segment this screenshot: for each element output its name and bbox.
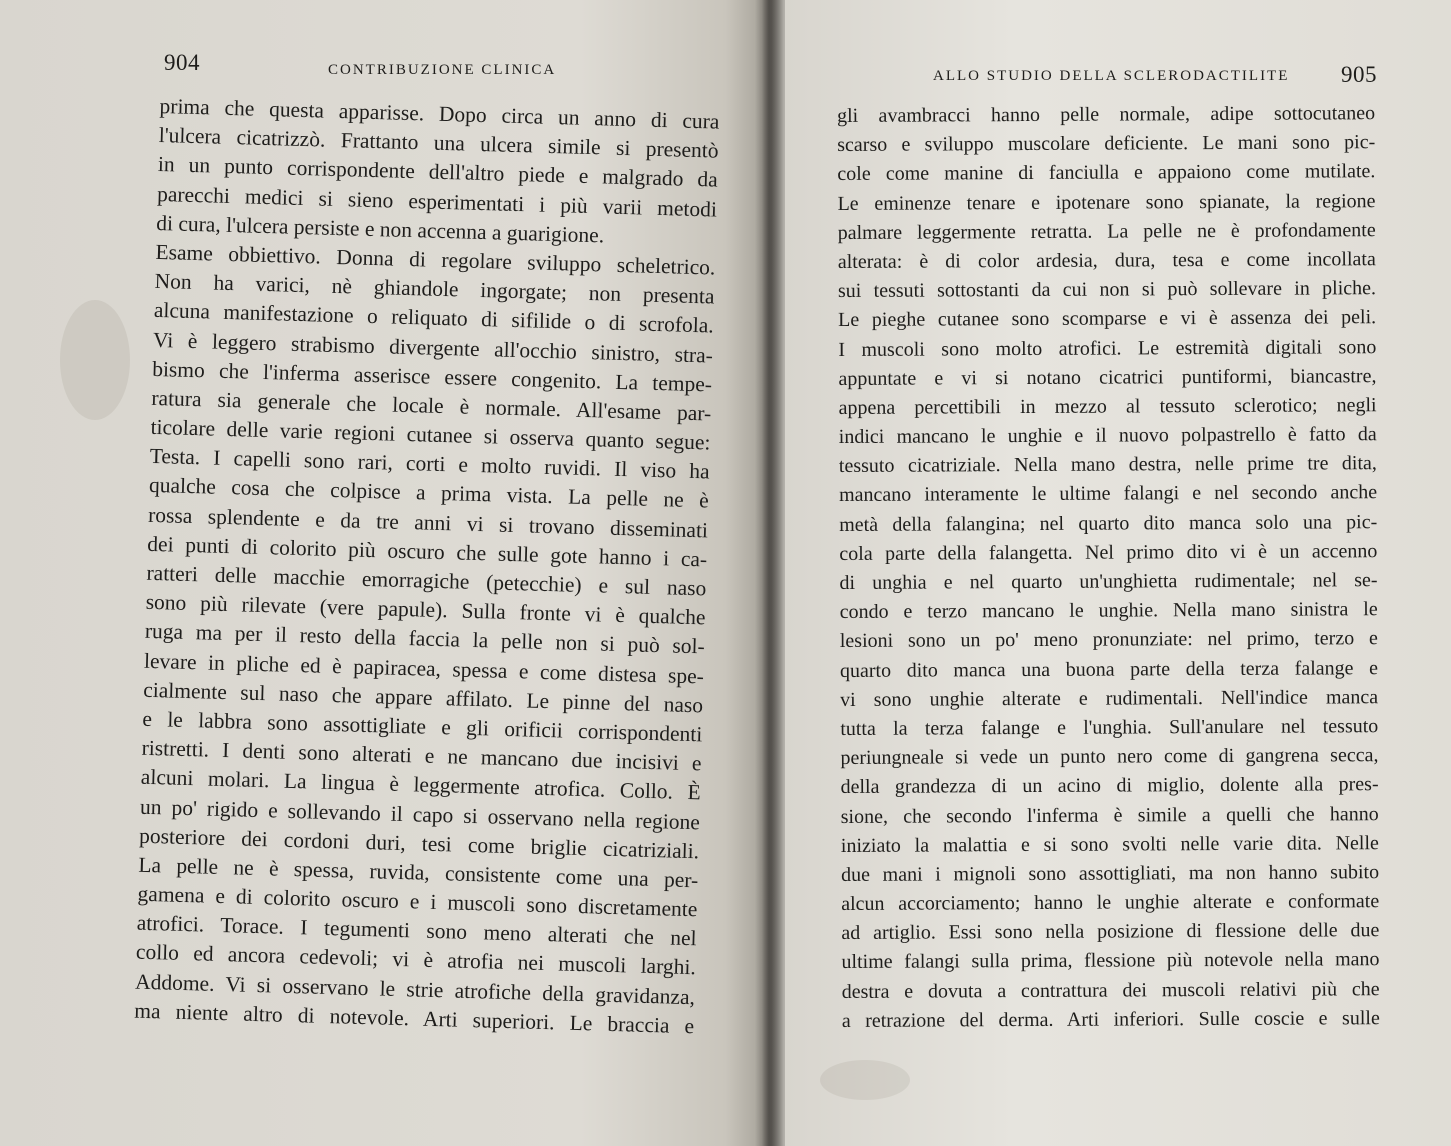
text-line: atrofici. Torace. I tegumenti sono meno alterati che nel — [136, 910, 697, 951]
right-page — [785, 0, 1451, 1146]
running-head-right: ALLO STUDIO DELLA SCLERODACTILITE — [933, 68, 1290, 84]
text-line: rossa splendente e da tre anni vi si trovano disseminati — [147, 502, 709, 543]
text-line: sono più rilevate (vere papule). Sulla fronte vi è qualche — [145, 589, 706, 630]
text-line: ratteri delle macchie emorragiche (petecchie) e sul naso — [146, 560, 707, 601]
text-line: di unghia e nel quarto un'unghietta rudimentale; nel se- — [839, 569, 1378, 594]
text-line: indici mancano le unghie e il nuovo polpastrello è fatto da — [838, 423, 1377, 449]
text-line: lesioni sono un po' meno pronunziate: nel primo, terzo e — [839, 627, 1378, 653]
text-line: alterata: è di color ardesia, dura, tesa e come incollata — [837, 248, 1376, 273]
text-line: periungneale si vede un punto nero come di gangrena secca, — [840, 744, 1379, 770]
text-line: bismo che l'inferma asserisce essere congenito. La tempe- — [151, 356, 713, 397]
text-line: a retrazione del derma. Arti inferiori. Sulle coscie e sulle — [841, 1006, 1380, 1032]
text-line: ultime falangi sulla prima, flessione più notevole nella mano — [841, 948, 1380, 974]
text-line: qualche cosa che colpisce a prima vista. La pelle ne è — [148, 473, 710, 513]
text-line: ticolare delle varie regioni cutanee si osserva quanto segue: — [150, 414, 711, 455]
text-line: metà della falangina; nel quarto dito manca solo una pic- — [839, 510, 1378, 536]
text-line: ma niente altro di notevole. Arti superiori. Le braccia e — [134, 998, 695, 1039]
text-line: gamena e di colorito oscuro e i muscoli sono discretamente — [137, 881, 698, 922]
text-line: quarto dito manca una buona parte della terza falange e — [839, 656, 1379, 682]
text-line: palmare leggermente retratta. La pelle ne è profondamente — [837, 218, 1376, 244]
text-line: I muscoli sono molto atrofici. Le estremità digitali sono — [838, 335, 1377, 361]
text-line: alcuna manifestazione o reliquato di sifilide o di scrofola. — [153, 298, 715, 338]
text-line: cialmente sul naso che appare affilato. Le pinne del naso — [142, 677, 704, 718]
text-line: ristretti. I denti sono alterati e ne mancano due incisivi e — [141, 735, 702, 776]
text-line: dei punti di colorito più oscuro che sulle gote hanno i ca- — [147, 531, 708, 572]
text-line: in un punto corrispondente dell'altro piede e malgrado da — [157, 152, 719, 192]
text-line: cola parte della falangetta. Nel primo dito vi è un accenno — [839, 539, 1378, 565]
text-line: parecchi medici si sieno esperimentati i più varii metodi — [156, 181, 718, 222]
book-gutter — [755, 0, 785, 1146]
text-line: Vi è leggero strabismo divergente all'occhio sinistro, stra- — [152, 327, 714, 368]
text-line: prima che questa apparisse. Dopo circa un anno di cura — [159, 93, 720, 134]
text-line: destra e dovuta a contrattura dei muscoli relativi più che — [841, 977, 1380, 1003]
text-line: due mani i mignoli sono assottigliati, ma non hanno subito — [840, 861, 1380, 886]
text-line: posteriore dei cordoni duri, tesi come briglie cicatriziali. — [138, 823, 700, 864]
text-line: ratura sia generale che locale è normale. All'esame par- — [151, 385, 712, 426]
text-line: collo ed ancora cedevoli; vi è atrofia nei muscoli larghi. — [135, 940, 697, 980]
text-line: della grandezza di un acino di miglio, dolente alla pres- — [840, 773, 1379, 799]
page-number-right: 905 — [1341, 62, 1377, 87]
text-line: alcun accorciamento; hanno le unghie alterate e conformate — [841, 890, 1380, 916]
running-head-left: CONTRIBUZIONE CLINICA — [328, 62, 557, 78]
text-line: Testa. I capelli sono rari, corti e molto ruvidi. Il viso ha — [149, 444, 710, 484]
text-line: mancano interamente le ultime falangi e nel secondo anche — [839, 481, 1378, 507]
text-line: Le pieghe cutanee sono scomparse e vi è assenza dei peli. — [838, 306, 1377, 332]
right-page-body — [837, 99, 1380, 1036]
text-line: sione, che secondo l'inferma è simile a quelli che hanno — [840, 802, 1379, 828]
text-line: cole come manine di fanciulla e appaiono come mutilate. — [837, 160, 1376, 186]
text-line: appuntate e vi si notano cicatrici puntiformi, biancastre, — [838, 364, 1377, 390]
text-line: gli avambracci hanno pelle normale, adipe sottocutaneo — [837, 102, 1376, 127]
text-line: Esame obbiettivo. Donna di regolare sviluppo scheletrico. — [155, 239, 716, 280]
text-line: Non ha varici, nè ghiandole ingorgate; non presenta — [154, 269, 715, 309]
text-line: un po' rigido e sollevando il capo si osservano nella regione — [139, 794, 701, 834]
page-number-left: 904 — [164, 50, 200, 75]
text-line: La pelle ne è spessa, ruvida, consistente come una per- — [138, 852, 699, 893]
text-line: appena percettibili in mezzo al tessuto sclerotico; negli — [838, 394, 1377, 419]
text-line: sui tessuti sottostanti da cui non si può sollevare in pliche. — [837, 277, 1377, 303]
text-line: ad artiglio. Essi sono nella posizione di flessione delle due — [841, 919, 1380, 945]
text-line: scarso e sviluppo muscolare deficiente. Le mani sono pic- — [837, 131, 1376, 157]
text-line: di cura, l'ulcera persiste e non accenna a guarigione. — [156, 210, 605, 248]
text-line: vi sono unghie alterate e rudimentali. Nell'indice manca — [840, 685, 1379, 711]
text-line: tessuto cicatriziale. Nella mano destra, nelle prime tre dita, — [838, 452, 1377, 478]
text-line: levare in pliche ed è papiracea, spessa e come distesa spe- — [143, 648, 705, 688]
text-line: condo e terzo mancano le unghie. Nella mano sinistra le — [839, 598, 1378, 624]
left-page-body — [134, 92, 720, 1041]
text-line: l'ulcera cicatrizzò. Frattanto una ulcera simile si presentò — [158, 123, 719, 163]
text-line: Addome. Vi si osservano le strie atrofiche della gravidanza, — [134, 969, 696, 1009]
paper-smudge — [820, 1060, 910, 1100]
text-line: e le labbra sono assottigliate e gli orificii corrispondenti — [142, 706, 703, 747]
paper-smudge — [60, 300, 130, 420]
text-line: iniziato la malattia e si sono svolti nelle varie dita. Nelle — [840, 831, 1379, 857]
text-line: Le eminenze tenare e ipotenare sono spianate, la regione — [837, 189, 1376, 215]
text-line: alcuni molari. La lingua è leggermente atrofica. Collo. È — [140, 765, 701, 805]
text-line: tutta la terza falange e l'unghia. Sull'anulare nel tessuto — [840, 715, 1379, 740]
text-line: ruga ma per il resto della faccia la pelle non si può sol- — [144, 619, 706, 659]
